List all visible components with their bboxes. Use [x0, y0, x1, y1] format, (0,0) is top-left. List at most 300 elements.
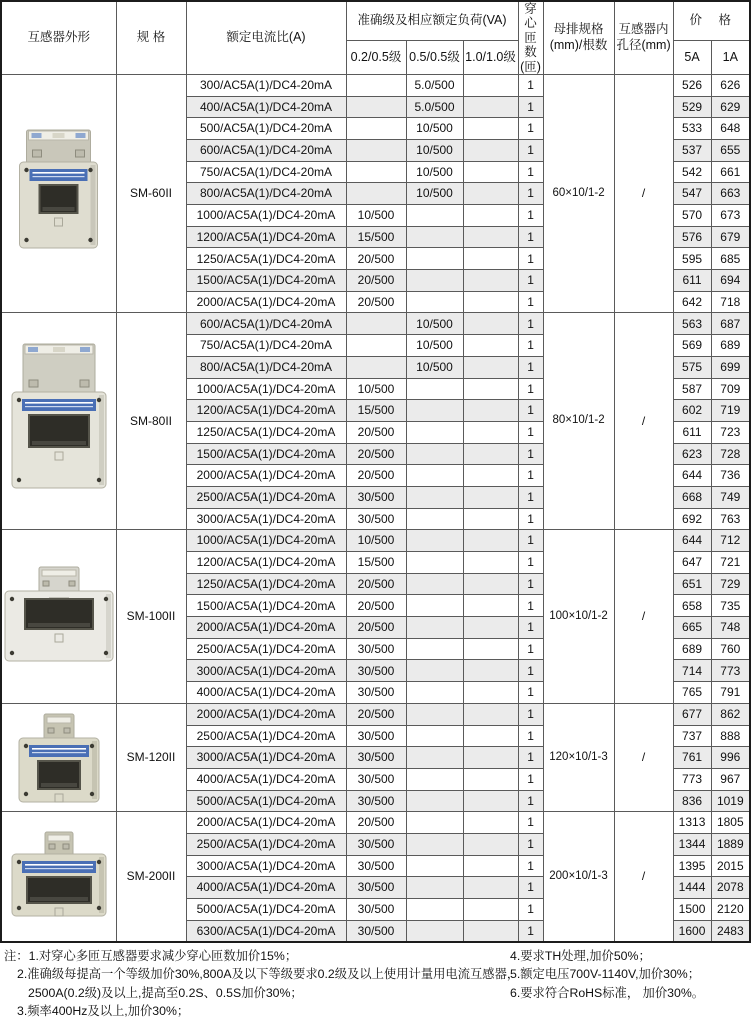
- price-5a-cell: 595: [673, 248, 711, 270]
- price-1a-cell: 673: [711, 205, 750, 227]
- price-5a-cell: 537: [673, 139, 711, 161]
- ratio-cell: 2500/AC5A(1)/DC4-20mA: [186, 725, 346, 747]
- price-5a-cell: 651: [673, 573, 711, 595]
- price-1a-cell: 967: [711, 768, 750, 790]
- accuracy-10-cell: [463, 790, 518, 812]
- accuracy-05-cell: [406, 812, 463, 834]
- note-line: 2500A(0.2级)及以上,提高至0.2S、0.5S加价30%；: [28, 985, 303, 1000]
- price-5a-cell: 1313: [673, 812, 711, 834]
- price-1a-cell: 661: [711, 161, 750, 183]
- accuracy-10-cell: [463, 508, 518, 530]
- turns-cell: 1: [518, 812, 543, 834]
- price-1a-cell: 629: [711, 96, 750, 118]
- price-5a-cell: 587: [673, 378, 711, 400]
- turns-cell: 1: [518, 96, 543, 118]
- ratio-cell: 600/AC5A(1)/DC4-20mA: [186, 313, 346, 335]
- accuracy-05-cell: [406, 768, 463, 790]
- price-5a-cell: 533: [673, 118, 711, 140]
- accuracy-02-cell: 20/500: [346, 703, 406, 725]
- accuracy-02-cell: 20/500: [346, 248, 406, 270]
- price-5a-cell: 761: [673, 747, 711, 769]
- price-1a-cell: 760: [711, 638, 750, 660]
- ratio-cell: 5000/AC5A(1)/DC4-20mA: [186, 790, 346, 812]
- accuracy-02-cell: 20/500: [346, 812, 406, 834]
- accuracy-02-cell: 20/500: [346, 421, 406, 443]
- spec-label: SM-80II: [116, 313, 186, 530]
- turns-cell: 1: [518, 703, 543, 725]
- accuracy-05-cell: [406, 270, 463, 292]
- table-row: [1, 313, 750, 335]
- accuracy-05-cell: [406, 638, 463, 660]
- accuracy-05-cell: [406, 617, 463, 639]
- ratio-cell: 1000/AC5A(1)/DC4-20mA: [186, 205, 346, 227]
- price-5a-cell: 570: [673, 205, 711, 227]
- turns-cell: 1: [518, 335, 543, 357]
- header-accuracy-10: 1.0/1.0级: [463, 40, 518, 74]
- price-1a-cell: 996: [711, 747, 750, 769]
- turns-cell: 1: [518, 573, 543, 595]
- footnotes-right-column: [500, 947, 749, 1021]
- accuracy-10-cell: [463, 270, 518, 292]
- price-5a-cell: 1444: [673, 877, 711, 899]
- accuracy-10-cell: [463, 486, 518, 508]
- accuracy-10-cell: [463, 530, 518, 552]
- accuracy-05-cell: [406, 790, 463, 812]
- turns-cell: 1: [518, 530, 543, 552]
- ratio-cell: 1200/AC5A(1)/DC4-20mA: [186, 552, 346, 574]
- price-5a-cell: 737: [673, 725, 711, 747]
- accuracy-02-cell: 30/500: [346, 768, 406, 790]
- accuracy-02-cell: 30/500: [346, 682, 406, 704]
- price-1a-cell: 888: [711, 725, 750, 747]
- header-price-5a: 5A: [673, 40, 711, 74]
- accuracy-10-cell: [463, 400, 518, 422]
- accuracy-05-cell: [406, 833, 463, 855]
- spec-label: SM-60II: [116, 74, 186, 313]
- price-5a-cell: 563: [673, 313, 711, 335]
- price-5a-cell: 576: [673, 226, 711, 248]
- ratio-cell: 3000/AC5A(1)/DC4-20mA: [186, 508, 346, 530]
- price-5a-cell: 1344: [673, 833, 711, 855]
- current-transformer-image: [9, 342, 109, 500]
- turns-cell: 1: [518, 899, 543, 921]
- accuracy-02-cell: 20/500: [346, 617, 406, 639]
- hole-diameter: /: [614, 530, 673, 704]
- accuracy-02-cell: 30/500: [346, 855, 406, 877]
- table-row: [1, 703, 750, 725]
- accuracy-05-cell: 10/500: [406, 118, 463, 140]
- table-header: [1, 1, 750, 74]
- price-1a-cell: 679: [711, 226, 750, 248]
- turns-cell: 1: [518, 920, 543, 942]
- turns-cell: 1: [518, 226, 543, 248]
- accuracy-02-cell: 20/500: [346, 270, 406, 292]
- sm-200ii-transformer-photo: [1, 812, 116, 942]
- price-5a-cell: 647: [673, 552, 711, 574]
- price-5a-cell: 692: [673, 508, 711, 530]
- accuracy-02-cell: 30/500: [346, 790, 406, 812]
- header-hole: 互感器内孔径(mm): [614, 1, 673, 74]
- turns-cell: 1: [518, 486, 543, 508]
- price-5a-cell: 529: [673, 96, 711, 118]
- price-1a-cell: 699: [711, 356, 750, 378]
- price-5a-cell: 642: [673, 291, 711, 313]
- accuracy-10-cell: [463, 335, 518, 357]
- accuracy-05-cell: [406, 595, 463, 617]
- accuracy-02-cell: [346, 356, 406, 378]
- price-1a-cell: 712: [711, 530, 750, 552]
- turns-cell: 1: [518, 161, 543, 183]
- ratio-cell: 1200/AC5A(1)/DC4-20mA: [186, 226, 346, 248]
- price-5a-cell: 665: [673, 617, 711, 639]
- accuracy-05-cell: [406, 465, 463, 487]
- note-line: 6.要求符合RoHS标准， 加价30%。: [510, 985, 705, 1000]
- price-1a-cell: 748: [711, 617, 750, 639]
- accuracy-02-cell: [346, 313, 406, 335]
- turns-cell: 1: [518, 291, 543, 313]
- turns-cell: 1: [518, 682, 543, 704]
- price-1a-cell: 648: [711, 118, 750, 140]
- accuracy-02-cell: 20/500: [346, 443, 406, 465]
- price-5a-cell: 765: [673, 682, 711, 704]
- price-5a-cell: 677: [673, 703, 711, 725]
- header-spec: 规 格: [116, 1, 186, 74]
- accuracy-02-cell: [346, 139, 406, 161]
- accuracy-05-cell: [406, 747, 463, 769]
- ratio-cell: 1250/AC5A(1)/DC4-20mA: [186, 573, 346, 595]
- ratio-cell: 4000/AC5A(1)/DC4-20mA: [186, 877, 346, 899]
- turns-cell: 1: [518, 595, 543, 617]
- busbar-spec: 120×10/1-3: [543, 703, 614, 811]
- accuracy-05-cell: [406, 291, 463, 313]
- price-1a-cell: 694: [711, 270, 750, 292]
- price-5a-cell: 658: [673, 595, 711, 617]
- notes-prefix: 注：: [4, 948, 29, 963]
- accuracy-10-cell: [463, 703, 518, 725]
- accuracy-05-cell: 5.0/500: [406, 74, 463, 96]
- header-price-1a: 1A: [711, 40, 750, 74]
- accuracy-05-cell: [406, 378, 463, 400]
- ratio-cell: 1000/AC5A(1)/DC4-20mA: [186, 530, 346, 552]
- spec-label: SM-200II: [116, 812, 186, 942]
- accuracy-02-cell: 20/500: [346, 465, 406, 487]
- accuracy-05-cell: [406, 573, 463, 595]
- accuracy-02-cell: 30/500: [346, 638, 406, 660]
- accuracy-02-cell: 10/500: [346, 378, 406, 400]
- accuracy-10-cell: [463, 660, 518, 682]
- turns-cell: 1: [518, 638, 543, 660]
- price-1a-cell: 2078: [711, 877, 750, 899]
- current-transformer-image: [8, 830, 110, 924]
- price-5a-cell: 569: [673, 335, 711, 357]
- price-5a-cell: 611: [673, 421, 711, 443]
- ratio-cell: 4000/AC5A(1)/DC4-20mA: [186, 682, 346, 704]
- accuracy-10-cell: [463, 139, 518, 161]
- busbar-spec: 200×10/1-3: [543, 812, 614, 942]
- accuracy-10-cell: [463, 617, 518, 639]
- header-price-group: 价 格: [673, 1, 750, 40]
- accuracy-10-cell: [463, 378, 518, 400]
- turns-cell: 1: [518, 248, 543, 270]
- turns-cell: 1: [518, 270, 543, 292]
- price-1a-cell: 773: [711, 660, 750, 682]
- accuracy-10-cell: [463, 833, 518, 855]
- price-1a-cell: 687: [711, 313, 750, 335]
- price-1a-cell: 718: [711, 291, 750, 313]
- accuracy-02-cell: 30/500: [346, 660, 406, 682]
- price-5a-cell: 1500: [673, 899, 711, 921]
- accuracy-05-cell: [406, 725, 463, 747]
- accuracy-05-cell: 10/500: [406, 161, 463, 183]
- ratio-cell: 2000/AC5A(1)/DC4-20mA: [186, 812, 346, 834]
- ratio-cell: 1000/AC5A(1)/DC4-20mA: [186, 378, 346, 400]
- price-1a-cell: 663: [711, 183, 750, 205]
- accuracy-10-cell: [463, 313, 518, 335]
- accuracy-10-cell: [463, 920, 518, 942]
- accuracy-02-cell: 30/500: [346, 920, 406, 942]
- accuracy-05-cell: [406, 552, 463, 574]
- accuracy-02-cell: 30/500: [346, 725, 406, 747]
- accuracy-10-cell: [463, 183, 518, 205]
- ratio-cell: 2500/AC5A(1)/DC4-20mA: [186, 486, 346, 508]
- accuracy-10-cell: [463, 899, 518, 921]
- price-5a-cell: 542: [673, 161, 711, 183]
- turns-cell: 1: [518, 118, 543, 140]
- price-1a-cell: 709: [711, 378, 750, 400]
- accuracy-10-cell: [463, 855, 518, 877]
- ratio-cell: 1200/AC5A(1)/DC4-20mA: [186, 400, 346, 422]
- price-1a-cell: 2120: [711, 899, 750, 921]
- accuracy-10-cell: [463, 682, 518, 704]
- price-1a-cell: 729: [711, 573, 750, 595]
- turns-cell: 1: [518, 356, 543, 378]
- spec-label: SM-120II: [116, 703, 186, 811]
- accuracy-02-cell: 10/500: [346, 205, 406, 227]
- price-1a-cell: 723: [711, 421, 750, 443]
- price-1a-cell: 749: [711, 486, 750, 508]
- accuracy-10-cell: [463, 638, 518, 660]
- accuracy-10-cell: [463, 248, 518, 270]
- ratio-cell: 300/AC5A(1)/DC4-20mA: [186, 74, 346, 96]
- price-1a-cell: 689: [711, 335, 750, 357]
- table-row: [1, 530, 750, 552]
- accuracy-10-cell: [463, 421, 518, 443]
- accuracy-10-cell: [463, 573, 518, 595]
- note-line: 3.频率400Hz及以上,加价30%；: [17, 1004, 190, 1019]
- spec-label: SM-100II: [116, 530, 186, 704]
- ratio-cell: 2500/AC5A(1)/DC4-20mA: [186, 638, 346, 660]
- accuracy-02-cell: 30/500: [346, 486, 406, 508]
- price-1a-cell: 721: [711, 552, 750, 574]
- accuracy-10-cell: [463, 552, 518, 574]
- price-1a-cell: 626: [711, 74, 750, 96]
- turns-cell: 1: [518, 378, 543, 400]
- price-5a-cell: 1600: [673, 920, 711, 942]
- header-turns: 穿心匝数(匝): [518, 1, 543, 74]
- price-5a-cell: 773: [673, 768, 711, 790]
- accuracy-05-cell: [406, 660, 463, 682]
- accuracy-05-cell: [406, 920, 463, 942]
- turns-cell: 1: [518, 855, 543, 877]
- header-appearance: 互感器外形: [1, 1, 116, 74]
- busbar-spec: 100×10/1-2: [543, 530, 614, 704]
- price-1a-cell: 728: [711, 443, 750, 465]
- accuracy-05-cell: [406, 486, 463, 508]
- header-accuracy-group: 准确级及相应额定负荷(VA): [346, 1, 518, 40]
- price-5a-cell: 714: [673, 660, 711, 682]
- ratio-cell: 2000/AC5A(1)/DC4-20mA: [186, 465, 346, 487]
- turns-cell: 1: [518, 877, 543, 899]
- price-1a-cell: 1019: [711, 790, 750, 812]
- ratio-cell: 750/AC5A(1)/DC4-20mA: [186, 161, 346, 183]
- busbar-spec: 60×10/1-2: [543, 74, 614, 313]
- turns-cell: 1: [518, 747, 543, 769]
- price-1a-cell: 1889: [711, 833, 750, 855]
- accuracy-05-cell: [406, 248, 463, 270]
- accuracy-10-cell: [463, 291, 518, 313]
- turns-cell: 1: [518, 660, 543, 682]
- price-1a-cell: 763: [711, 508, 750, 530]
- accuracy-10-cell: [463, 877, 518, 899]
- accuracy-05-cell: [406, 443, 463, 465]
- turns-cell: 1: [518, 443, 543, 465]
- ratio-cell: 1500/AC5A(1)/DC4-20mA: [186, 595, 346, 617]
- price-5a-cell: 575: [673, 356, 711, 378]
- price-5a-cell: 611: [673, 270, 711, 292]
- accuracy-02-cell: 15/500: [346, 400, 406, 422]
- accuracy-05-cell: [406, 508, 463, 530]
- accuracy-02-cell: 30/500: [346, 833, 406, 855]
- footnotes-left-column: [4, 947, 520, 1021]
- ratio-cell: 2000/AC5A(1)/DC4-20mA: [186, 617, 346, 639]
- turns-cell: 1: [518, 725, 543, 747]
- price-1a-cell: 2483: [711, 920, 750, 942]
- accuracy-02-cell: 30/500: [346, 899, 406, 921]
- ratio-cell: 1500/AC5A(1)/DC4-20mA: [186, 443, 346, 465]
- accuracy-02-cell: 15/500: [346, 226, 406, 248]
- ratio-cell: 4000/AC5A(1)/DC4-20mA: [186, 768, 346, 790]
- turns-cell: 1: [518, 508, 543, 530]
- accuracy-05-cell: [406, 703, 463, 725]
- price-1a-cell: 2015: [711, 855, 750, 877]
- price-5a-cell: 836: [673, 790, 711, 812]
- accuracy-05-cell: [406, 682, 463, 704]
- accuracy-10-cell: [463, 768, 518, 790]
- ratio-cell: 1250/AC5A(1)/DC4-20mA: [186, 421, 346, 443]
- accuracy-05-cell: [406, 855, 463, 877]
- table-row: [1, 812, 750, 834]
- hole-diameter: /: [614, 313, 673, 530]
- ratio-cell: 3000/AC5A(1)/DC4-20mA: [186, 747, 346, 769]
- accuracy-02-cell: [346, 161, 406, 183]
- current-transformer-image: [11, 128, 106, 260]
- price-1a-cell: 735: [711, 595, 750, 617]
- ratio-cell: 2000/AC5A(1)/DC4-20mA: [186, 291, 346, 313]
- price-1a-cell: 1805: [711, 812, 750, 834]
- price-1a-cell: 685: [711, 248, 750, 270]
- hole-diameter: /: [614, 703, 673, 811]
- sm-80ii-transformer-photo: [1, 313, 116, 530]
- turns-cell: 1: [518, 465, 543, 487]
- accuracy-05-cell: 10/500: [406, 139, 463, 161]
- ratio-cell: 2000/AC5A(1)/DC4-20mA: [186, 703, 346, 725]
- note-line: 2.准确级每提高一个等级加价30%,800A及以下等级要求0.2级及以上使用计量用电流互感器，: [17, 967, 520, 982]
- ratio-cell: 6300/AC5A(1)/DC4-20mA: [186, 920, 346, 942]
- price-5a-cell: 668: [673, 486, 711, 508]
- current-transformer-image: [13, 712, 105, 804]
- accuracy-02-cell: [346, 74, 406, 96]
- accuracy-02-cell: 10/500: [346, 530, 406, 552]
- header-accuracy-05: 0.5/0.5级: [406, 40, 463, 74]
- hole-diameter: /: [614, 812, 673, 942]
- accuracy-10-cell: [463, 443, 518, 465]
- turns-cell: 1: [518, 183, 543, 205]
- accuracy-02-cell: 30/500: [346, 508, 406, 530]
- sm-60ii-transformer-photo: [1, 74, 116, 313]
- price-1a-cell: 736: [711, 465, 750, 487]
- ratio-cell: 1250/AC5A(1)/DC4-20mA: [186, 248, 346, 270]
- ratio-cell: 750/AC5A(1)/DC4-20mA: [186, 335, 346, 357]
- turns-cell: 1: [518, 74, 543, 96]
- accuracy-10-cell: [463, 74, 518, 96]
- turns-cell: 1: [518, 790, 543, 812]
- price-1a-cell: 719: [711, 400, 750, 422]
- price-5a-cell: 602: [673, 400, 711, 422]
- accuracy-05-cell: 10/500: [406, 356, 463, 378]
- current-transformer-image: [3, 565, 115, 669]
- accuracy-05-cell: [406, 421, 463, 443]
- accuracy-05-cell: 5.0/500: [406, 96, 463, 118]
- table-row: [1, 74, 750, 96]
- busbar-spec: 80×10/1-2: [543, 313, 614, 530]
- turns-cell: 1: [518, 552, 543, 574]
- price-5a-cell: 1395: [673, 855, 711, 877]
- accuracy-05-cell: [406, 530, 463, 552]
- note-line: 注：1.对穿心多匝互感器要求减少穿心匝数加价15%；: [4, 948, 298, 963]
- turns-cell: 1: [518, 400, 543, 422]
- price-1a-cell: 791: [711, 682, 750, 704]
- accuracy-05-cell: [406, 400, 463, 422]
- accuracy-02-cell: 20/500: [346, 573, 406, 595]
- price-1a-cell: 655: [711, 139, 750, 161]
- ratio-cell: 3000/AC5A(1)/DC4-20mA: [186, 660, 346, 682]
- accuracy-10-cell: [463, 205, 518, 227]
- sm-120ii-transformer-photo: [1, 703, 116, 811]
- hole-diameter: /: [614, 74, 673, 313]
- price-5a-cell: 547: [673, 183, 711, 205]
- accuracy-10-cell: [463, 812, 518, 834]
- accuracy-02-cell: 20/500: [346, 595, 406, 617]
- accuracy-10-cell: [463, 725, 518, 747]
- footnotes: [0, 943, 749, 1021]
- header-ratio: 额定电流比(A): [186, 1, 346, 74]
- accuracy-10-cell: [463, 465, 518, 487]
- ratio-cell: 5000/AC5A(1)/DC4-20mA: [186, 899, 346, 921]
- ratio-cell: 2500/AC5A(1)/DC4-20mA: [186, 833, 346, 855]
- accuracy-02-cell: 30/500: [346, 877, 406, 899]
- accuracy-10-cell: [463, 747, 518, 769]
- price-5a-cell: 644: [673, 530, 711, 552]
- accuracy-10-cell: [463, 161, 518, 183]
- price-5a-cell: 623: [673, 443, 711, 465]
- accuracy-02-cell: 15/500: [346, 552, 406, 574]
- ratio-cell: 800/AC5A(1)/DC4-20mA: [186, 183, 346, 205]
- accuracy-05-cell: 10/500: [406, 313, 463, 335]
- turns-cell: 1: [518, 313, 543, 335]
- accuracy-05-cell: [406, 899, 463, 921]
- accuracy-10-cell: [463, 118, 518, 140]
- turns-cell: 1: [518, 833, 543, 855]
